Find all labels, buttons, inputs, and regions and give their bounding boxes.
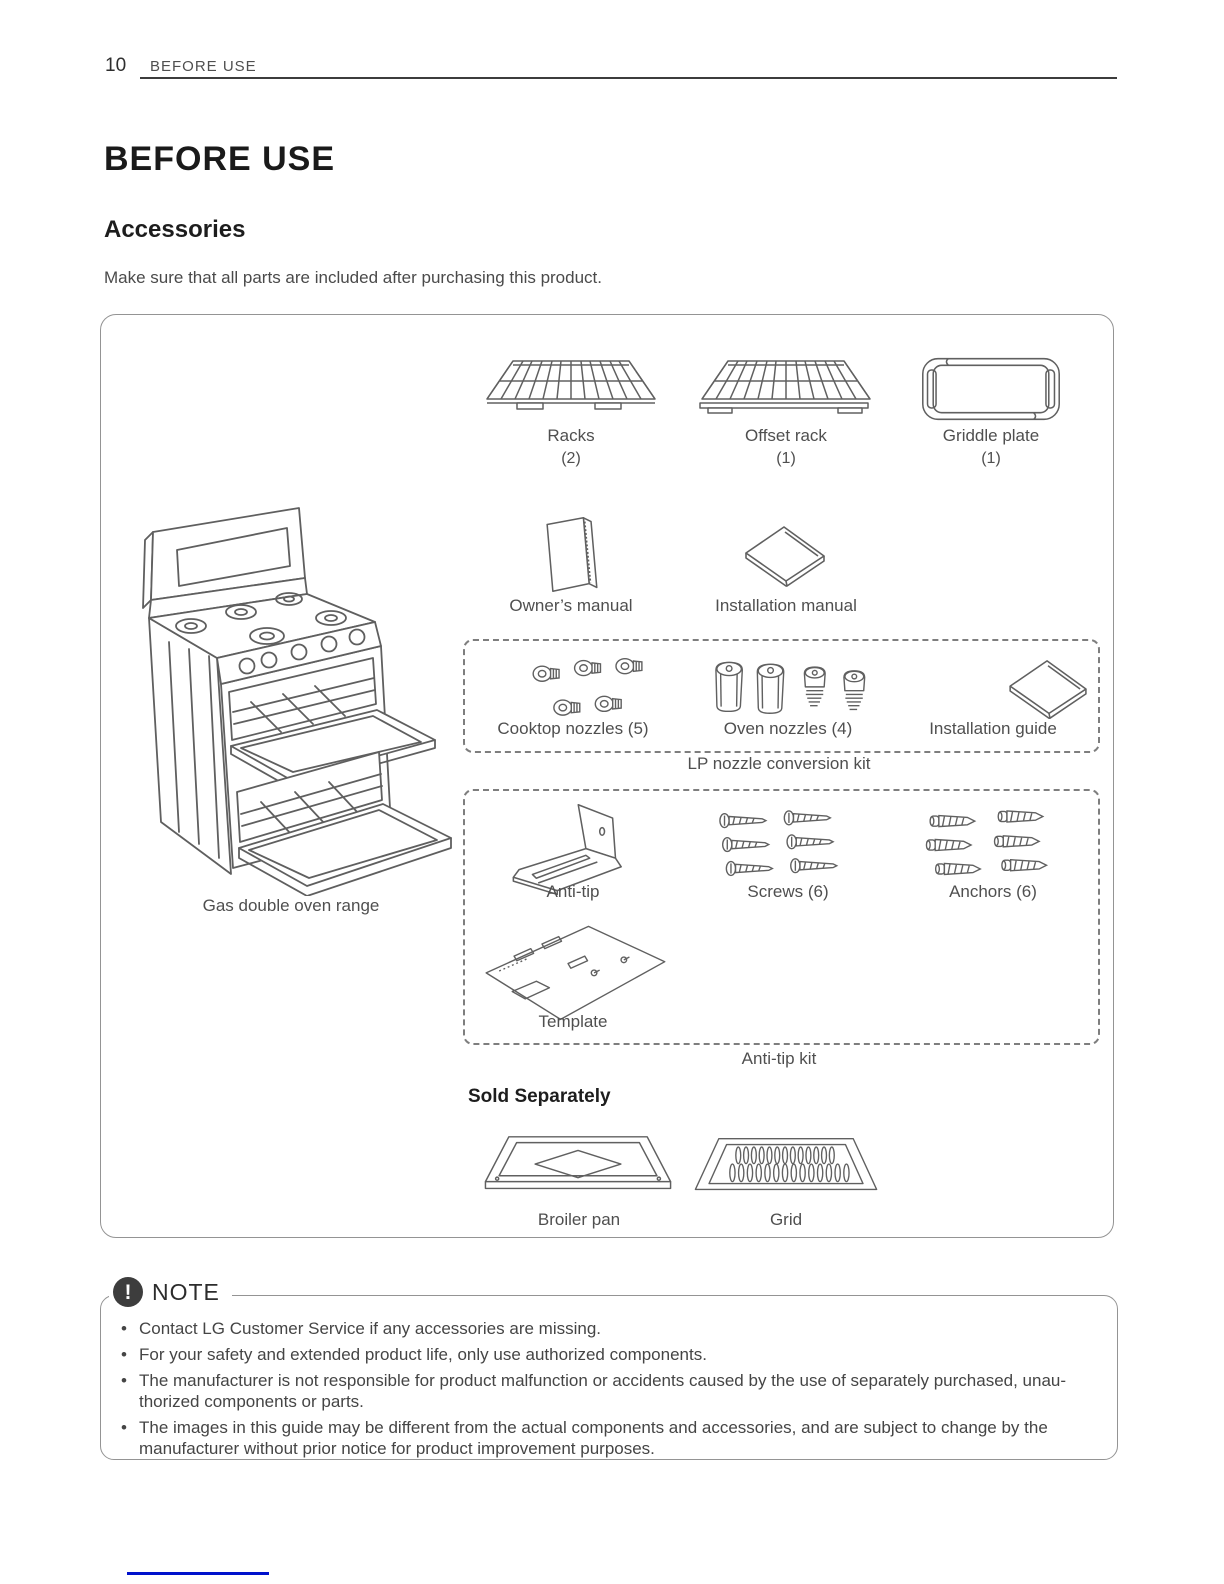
lp-kit-box — [463, 639, 1100, 753]
running-section-label: BEFORE USE — [150, 58, 257, 75]
anti-tip-kit-caption: Anti-tip kit — [741, 1049, 817, 1068]
grid-illustration — [689, 1129, 884, 1205]
note-title: NOTE — [152, 1278, 220, 1305]
page-title: BEFORE USE — [104, 140, 336, 178]
bullet-dot: • — [121, 1319, 127, 1338]
note-bullet — [119, 1370, 1094, 1412]
installation-manual-illustration — [742, 523, 830, 593]
note-label — [109, 1277, 232, 1307]
footer-accent-line — [127, 1572, 269, 1575]
bullet-line: The manufacturer is not responsible for product malfunction or accidents caused by the use of separately purchased, unau- — [139, 1371, 1067, 1390]
broiler-pan-illustration — [481, 1129, 676, 1205]
sold-separately-heading: Sold Separately — [468, 1086, 611, 1107]
note-bullet — [119, 1344, 1094, 1365]
accessories-heading: Accessories — [104, 216, 246, 243]
note-bullet — [119, 1417, 1094, 1459]
screws-caption: Screws (6) — [747, 882, 829, 901]
offset-rack-caption: Offset rack — [745, 426, 827, 445]
anti-tip-kit-box — [463, 789, 1100, 1045]
griddle-plate-illustration — [916, 353, 1066, 425]
installation-guide-caption: Installation guide — [929, 719, 1057, 738]
griddle-plate-qty: (1) — [981, 450, 1001, 467]
installation-manual-caption: Installation manual — [715, 596, 857, 615]
bullet-line: thorized components or parts. — [139, 1392, 364, 1411]
installation-guide-illustration — [1005, 657, 1093, 725]
accessories-panel — [100, 314, 1114, 1238]
cooktop-nozzles-caption: Cooktop nozzles (5) — [497, 719, 649, 738]
racks-illustration — [483, 355, 659, 419]
owners-manual-caption: Owner’s manual — [509, 596, 633, 615]
racks-caption: Racks — [547, 426, 595, 445]
header-rule — [140, 77, 1117, 79]
page-number: 10 — [105, 55, 127, 76]
offset-rack-illustration — [698, 355, 874, 419]
oven-nozzles-caption: Oven nozzles (4) — [723, 719, 853, 738]
bullet-dot: • — [121, 1345, 127, 1364]
anchors-caption: Anchors (6) — [949, 882, 1037, 901]
bullet-line: For your safety and extended product life, only use authorized components. — [139, 1345, 707, 1364]
bullet-dot: • — [121, 1371, 127, 1390]
offset-rack-qty: (1) — [776, 450, 796, 467]
gas-range-illustration — [119, 496, 459, 896]
anti-tip-caption: Anti-tip — [546, 882, 600, 901]
note-box — [100, 1278, 1118, 1460]
bullet-line: The images in this guide may be different from the actual components and accessories, and are subject to change by the — [139, 1418, 1048, 1437]
gas-range-caption: Gas double oven range — [202, 896, 380, 915]
intro-text: Make sure that all parts are included after purchasing this product. — [104, 268, 602, 287]
template-caption: Template — [538, 1012, 608, 1031]
broiler-pan-caption: Broiler pan — [537, 1210, 621, 1229]
griddle-plate-caption: Griddle plate — [942, 426, 1040, 445]
bullet-line: manufacturer without prior notice for product improvement purposes. — [139, 1439, 655, 1458]
note-exclamation-icon: ! — [113, 1277, 143, 1307]
bullet-dot: • — [121, 1418, 127, 1437]
note-bullet-list — [119, 1318, 1094, 1464]
template-illustration — [475, 915, 675, 1027]
grid-caption: Grid — [769, 1210, 803, 1229]
owners-manual-illustration — [538, 513, 604, 597]
lp-kit-caption: LP nozzle conversion kit — [687, 754, 871, 773]
note-bullet — [119, 1318, 1094, 1339]
bullet-line: Contact LG Customer Service if any accessories are missing. — [139, 1319, 602, 1338]
racks-qty: (2) — [561, 450, 581, 467]
